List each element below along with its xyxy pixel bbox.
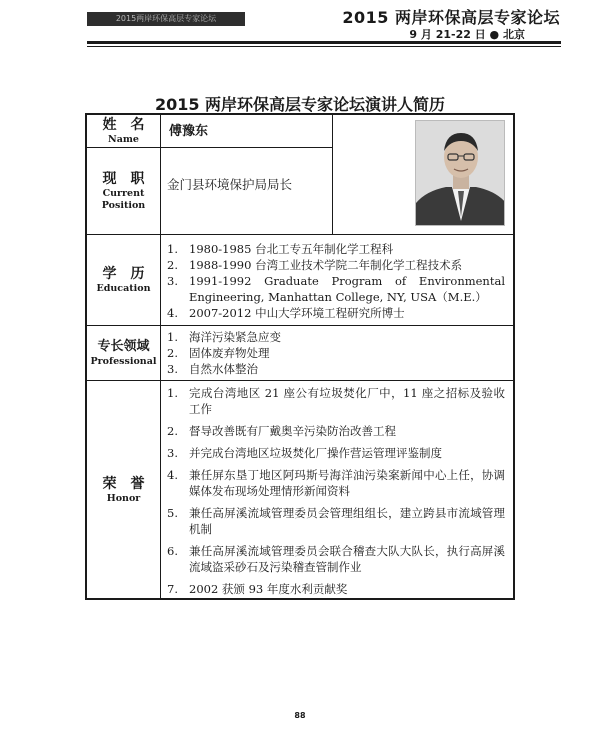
position-label-cell [87,148,161,234]
name-content-cell [161,115,333,148]
professional-label-zh: 专长领域 [97,339,150,354]
list-item: 2. 1988-1990 台湾工业技术学院二年制化学工程技术系 [167,258,463,272]
position-label-en-2: Position [101,200,146,211]
header-rule-thick [87,41,561,44]
honor-label-cell [87,381,161,598]
header-title: 2015 两岸环保高层专家论坛 [342,8,560,27]
honor-content-cell [161,381,513,598]
list-item: 1. 海洋污染紧急应变 [167,330,281,344]
name-label-en: Name [108,134,139,145]
position-value: 金门县环境保护局局长 [167,177,293,192]
speaker-photo [415,120,505,226]
professional-content-cell [161,326,513,380]
name-label-zh: 姓名 [102,117,159,133]
education-label-en: Education [96,283,151,294]
honor-label-zh: 荣誉 [102,475,159,492]
header-rule-thin [87,46,561,47]
list-item: 2. 固体废弃物处理 [167,346,270,360]
honor-row [87,381,513,598]
list-item: 6. 兼任高屏溪流域管理委员会联合稽查大队大队长，执行高屏溪流域盗采砂石及污染稽查管制作业 [167,544,505,574]
education-list [167,241,505,321]
list-item: 1. 1980-1985 台北工专五年制化学工程科 [167,242,394,256]
list-item: 3. 自然水体整治 [167,362,258,376]
education-content-cell [161,235,513,325]
header-date: 9 月 21-22 日 ● 北京 [409,28,525,41]
list-item: 2. 督导改善既有厂戴奥辛污染防治改善工程 [167,424,396,438]
list-item: 1. 完成台湾地区 21 座公有垃圾焚化厂中，11 座之招标及验收工作 [167,386,505,416]
page-number: 88 [294,711,306,720]
header-banner: 2015两岸环保高层专家论坛 [87,12,245,26]
name-label-cell [87,115,161,148]
profile-table [85,113,515,600]
list-item: 3. 并完成台湾地区垃圾焚化厂操作营运管理评鉴制度 [167,446,442,460]
photo-divider [332,115,333,234]
name-value: 傅豫东 [169,124,209,139]
document-title: 2015 两岸环保高层专家论坛演讲人简历 [154,95,446,114]
education-label-cell [87,235,161,325]
list-item: 4. 兼任屏东垦丁地区阿玛斯号海洋油污染案新闻中心上任，协调媒体发布现场处理情形新闻资料 [167,468,505,498]
honor-label-en: Honor [106,492,141,504]
professional-list [167,329,505,377]
list-item: 3. 1991-1992 Graduate Program of Environmental Engineering, Manhattan College, NY, USA（M.E.） [167,274,505,304]
position-label-zh: 现职 [102,171,159,187]
position-label-en-1: Current [102,188,145,199]
list-item: 7. 2002 获颁 93 年度水利贡献奖 [167,582,348,596]
list-item: 5. 兼任高屏溪流域管理委员会管理组组长，建立跨县市流域管理机制 [167,506,505,536]
professional-label-cell [87,326,161,380]
education-label-zh: 学历 [102,266,159,282]
professional-label-en: Professional [90,356,157,367]
honor-list [167,385,505,597]
position-content-cell [161,148,333,234]
professional-row [87,326,513,381]
list-item: 4. 2007-2012 中山大学环境工程研究所博士 [167,306,405,320]
education-row [87,234,513,326]
